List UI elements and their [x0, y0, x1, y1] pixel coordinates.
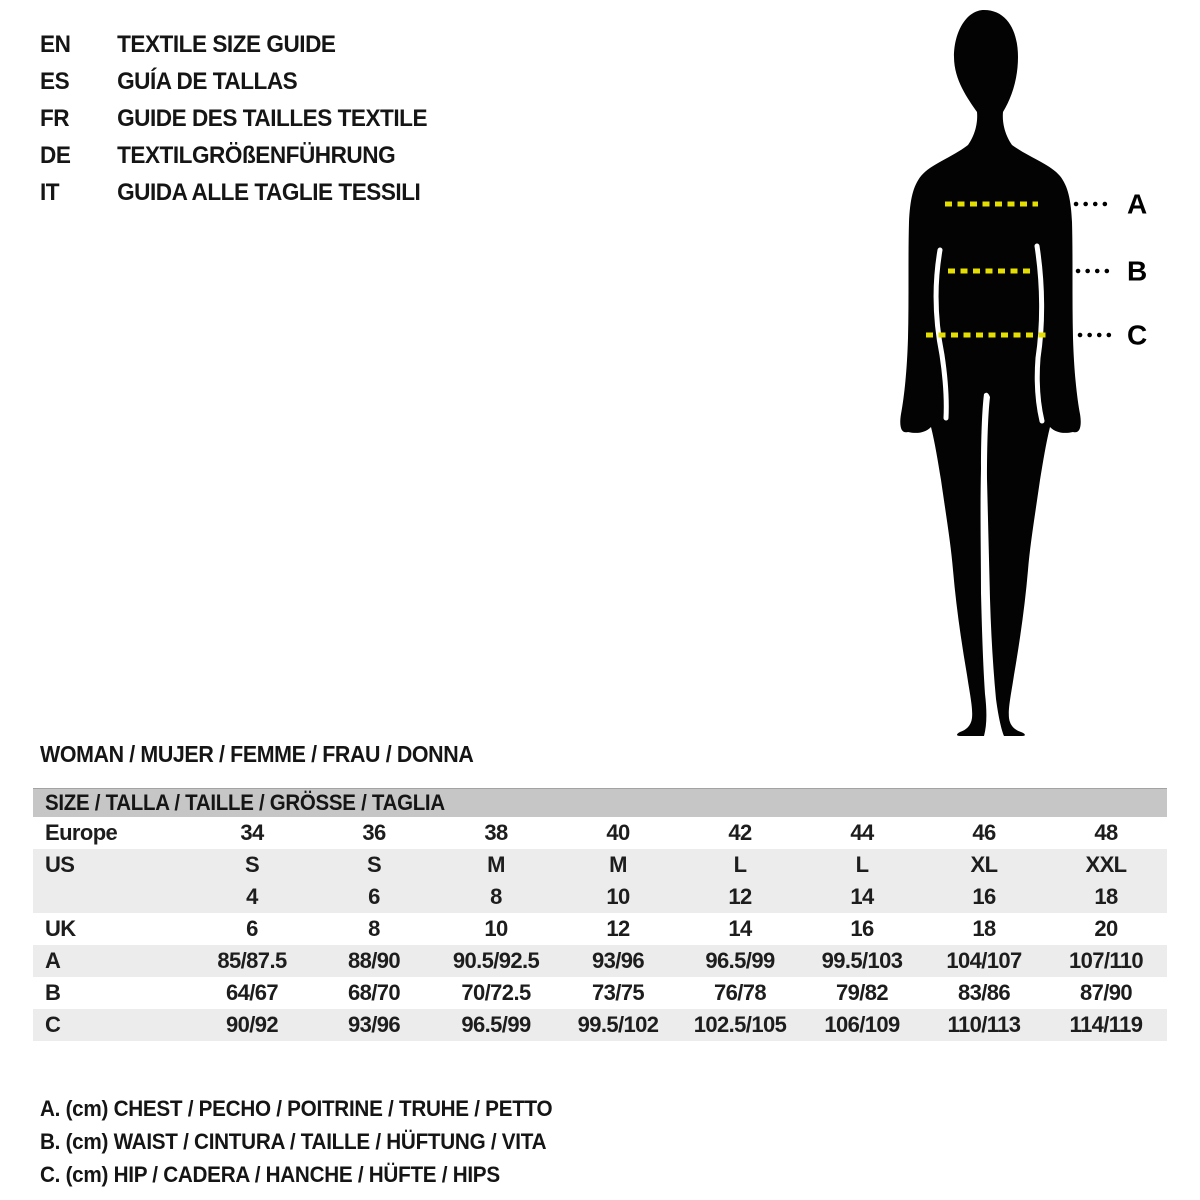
woman-silhouette: [900, 10, 1080, 736]
row-label: C: [45, 1012, 61, 1037]
size-cell: 20: [1094, 916, 1118, 941]
size-cell: 12: [728, 884, 752, 909]
marker-label-a: A: [1127, 188, 1148, 220]
size-cell: 99.5/102: [577, 1012, 659, 1037]
size-cell: 114/119: [1069, 1012, 1143, 1037]
table-row-us-numeric: [33, 881, 1167, 913]
size-cell: 87/90: [1079, 980, 1133, 1005]
size-table-header: [33, 788, 1167, 817]
size-table-body: [33, 817, 1167, 1041]
legend-line-a: A. (cm) CHEST / PECHO / POITRINE / TRUHE / PETTO: [40, 1095, 553, 1121]
table-row-europe: [33, 817, 1167, 849]
size-cell: 68/70: [347, 980, 401, 1005]
size-cell: 6: [246, 916, 258, 941]
language-guide-title: GUÍA DE TALLAS: [117, 67, 298, 95]
row-label: UK: [45, 916, 76, 941]
size-cell: 16: [972, 884, 996, 909]
language-guide-title: TEXTILE SIZE GUIDE: [117, 30, 336, 58]
row-label: Europe: [45, 820, 118, 845]
language-row-es: [40, 63, 427, 100]
row-label: A: [45, 948, 61, 973]
size-cell: 90/92: [225, 1012, 279, 1037]
row-label: B: [45, 980, 61, 1005]
size-cell: 18: [1094, 884, 1118, 909]
language-code: DE: [40, 141, 71, 169]
size-table: [33, 788, 1167, 1041]
size-cell: 90.5/92.5: [452, 948, 540, 973]
size-cell: 38: [484, 820, 508, 845]
language-code: IT: [40, 178, 60, 206]
size-cell: 36: [362, 820, 386, 845]
language-row-de: [40, 137, 427, 174]
size-cell: 12: [606, 916, 630, 941]
size-cell: M: [609, 852, 627, 877]
size-cell: 93/96: [347, 1012, 401, 1037]
size-cell: L: [855, 852, 869, 877]
language-guide-title: GUIDA ALLE TAGLIE TESSILI: [117, 178, 421, 206]
legend-line-c: C. (cm) HIP / CADERA / HANCHE / HÜFTE / HIPS: [40, 1161, 500, 1187]
size-cell: 106/109: [824, 1012, 900, 1037]
language-code: EN: [40, 30, 71, 58]
table-row-uk: [33, 913, 1167, 945]
legend-line-b: B. (cm) WAIST / CINTURA / TAILLE / HÜFTUNG / VITA: [40, 1128, 547, 1154]
table-row-b: [33, 977, 1167, 1009]
language-row-it: [40, 174, 427, 211]
language-title-list: [40, 26, 452, 211]
section-title: WOMAN / MUJER / FEMME / FRAU / DONNA: [40, 741, 474, 767]
size-table-header-text: SIZE / TALLA / TAILLE / GRÖSSE / TAGLIA: [45, 790, 445, 815]
size-cell: 42: [728, 820, 752, 845]
measurement-legend: [40, 1092, 585, 1191]
silhouette-svg: [860, 0, 1170, 740]
size-cell: 48: [1094, 820, 1118, 845]
size-cell: 14: [728, 916, 752, 941]
size-cell: XL: [970, 852, 998, 877]
size-cell: 8: [368, 916, 380, 941]
size-cell: 102.5/105: [693, 1012, 787, 1037]
size-cell: 104/107: [946, 948, 1022, 973]
size-cell: S: [366, 852, 382, 877]
table-row-c: [33, 1009, 1167, 1041]
table-row-us: [33, 849, 1167, 881]
size-cell: L: [733, 852, 747, 877]
size-cell: 44: [850, 820, 874, 845]
size-cell: 46: [972, 820, 996, 845]
woman-silhouette-figure: [860, 0, 1170, 740]
size-cell: 93/96: [591, 948, 645, 973]
language-guide-title: GUIDE DES TAILLES TEXTILE: [117, 104, 428, 132]
language-code: ES: [40, 67, 70, 95]
size-cell: 14: [850, 884, 874, 909]
language-guide-title: TEXTILGRÖßENFÜHRUNG: [117, 141, 396, 169]
size-cell: S: [244, 852, 260, 877]
size-cell: 34: [240, 820, 264, 845]
size-cell: 18: [972, 916, 996, 941]
size-cell: 64/67: [225, 980, 279, 1005]
size-cell: 73/75: [591, 980, 645, 1005]
size-cell: 110/113: [947, 1012, 1021, 1037]
size-cell: M: [487, 852, 505, 877]
row-label: US: [45, 852, 75, 877]
language-row-en: [40, 26, 427, 63]
size-cell: 83/86: [957, 980, 1011, 1005]
table-row-a: [33, 945, 1167, 977]
size-cell: 8: [490, 884, 502, 909]
size-cell: 70/72.5: [461, 980, 531, 1005]
size-cell: 10: [484, 916, 508, 941]
size-cell: 96.5/99: [705, 948, 775, 973]
size-cell: 85/87.5: [217, 948, 287, 973]
size-cell: 96.5/99: [461, 1012, 531, 1037]
size-cell: 107/110: [1068, 948, 1144, 973]
size-cell: 99.5/103: [821, 948, 903, 973]
size-cell: XXL: [1085, 852, 1127, 877]
language-code: FR: [40, 104, 70, 132]
marker-label-b: B: [1127, 255, 1148, 287]
size-cell: 10: [606, 884, 630, 909]
size-cell: 79/82: [835, 980, 889, 1005]
size-cell: 40: [606, 820, 630, 845]
size-cell: 16: [850, 916, 874, 941]
language-row-fr: [40, 100, 427, 137]
marker-label-c: C: [1127, 319, 1148, 351]
size-cell: 6: [368, 884, 380, 909]
size-cell: 4: [246, 884, 258, 909]
size-cell: 88/90: [347, 948, 401, 973]
size-cell: 76/78: [713, 980, 767, 1005]
